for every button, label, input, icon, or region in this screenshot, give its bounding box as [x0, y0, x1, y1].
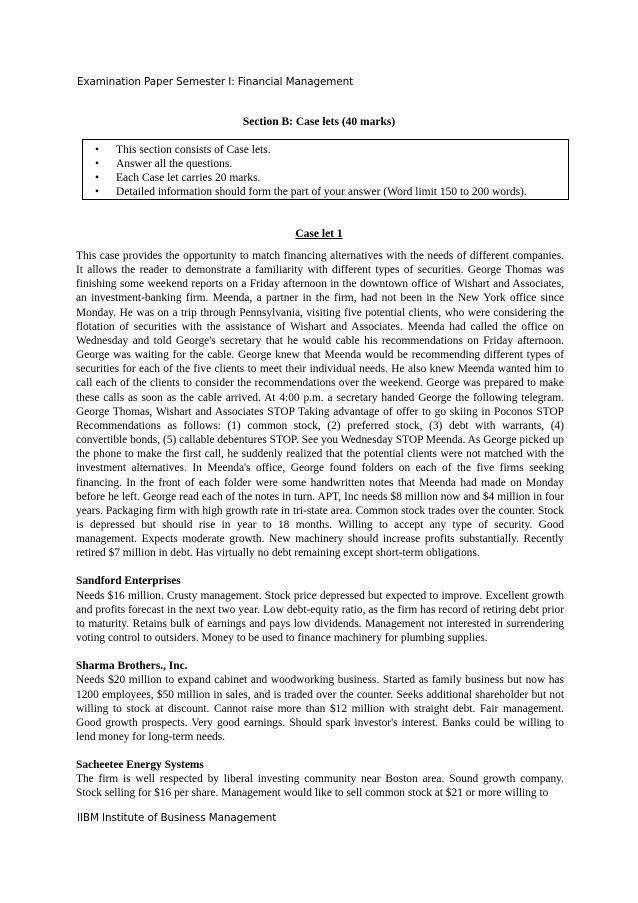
firm-description: The firm is well respected by liberal investing community near Boston area. Sound growth company. Stock selling for $16 per share. Management would like to sell common stock at $21 or more willing to	[76, 773, 564, 800]
case-body	[76, 249, 564, 815]
instruction-item: • Answer all the questions.	[95, 158, 233, 170]
instruction-item: • This section consists of Case lets.	[95, 144, 271, 156]
page-header: Examination Paper Semester I: Financial Management	[77, 76, 354, 88]
firm-section	[76, 574, 564, 645]
section-title: Section B: Case lets (40 marks)	[242, 116, 396, 128]
bullet-icon: •	[95, 186, 100, 198]
page-footer: IIBM Institute of Business Management	[77, 812, 277, 824]
firm-section	[76, 758, 564, 800]
instructions-box	[82, 139, 569, 200]
bullet-icon: •	[95, 172, 100, 184]
firm-description: Needs $16 million. Crusty management. Stock price depressed but expected to improve. Excellent growth and profits forecast in the next two year. Low debt-equity ratio, as the firm has record of retiring debt prior to maturity. Retains bulk of earnings and pays low dividends. Management not interested in surrendering voting control to outsiders. Money to be used to finance machinery for plumbing supplies.	[76, 589, 564, 645]
firm-section	[76, 659, 564, 744]
instruction-item: • Each Case let carries 20 marks.	[95, 172, 261, 184]
bullet-icon: •	[95, 158, 100, 170]
bullet-icon: •	[95, 144, 100, 156]
case-intro-paragraph: This case provides the opportunity to match financing alternatives with the needs of different companies. It allows the reader to demonstrate a familiarity with different types of securities. George Thomas was finishing some weekend reports on a Friday afternoon in the downtown office of Wishart and Associates, an investment-banking firm. Meenda, a partner in the firm, had not been in the New York office since Monday. He was on a trip through Pennsylvania, visiting five potential clients, who were considering the flotation of securities with the assistance of Wishart and Associates. Meenda had called the office on Wednesday and told George's secretary that he would cable his recommendations on Friday afternoon. George was waiting for the cable. George knew that Meenda would be recommending different types of securities for each of the five clients to meet their individual needs. He also knew Meenda wanted him to call each of the clients to consider the recommendations over the weekend. George was prepared to make these calls as soon as the cable arrived. At 4:00 p.m. a secretary handed George the following telegram. George Thomas, Wishart and Associates STOP Taking advantage of offer to go skiing in Poconos STOP Recommendations as follows: (1) common stock, (2) preferred stock, (3) debt with warrants, (4) convertible bonds, (5) callable debentures STOP. See you Wednesday STOP Meenda. As George picked up the phone to make the first call, he suddenly realized that the potential clients were not matched with the investment alternatives. In Meenda's office, George found folders on each of the five firms seeking financing. In the front of each folder were some handwritten notes that Meenda had made on Monday before he left. George read each of the notes in turn. APT, Inc needs $8 million now and $4 million in four years. Packaging firm with high growth rate in tri-state area. Common stock trades over the counter. Stock is depressed but should rise in year to 18 months. Willing to accept any type of security. Good management. Expects moderate growth. New machinery should increase profits substantially. Recently retired $7 million in debt. Has virtually no debt remaining except short-term obligations.	[76, 250, 564, 560]
instruction-item: • Detailed information should form the part of your answer (Word limit 150 to 200 words).	[95, 186, 527, 198]
firm-name: Sacheetee Energy Systems	[76, 759, 204, 772]
instructions-list	[83, 143, 568, 199]
firm-name: Sandford Enterprises	[76, 575, 181, 588]
firm-name: Sharma Brothers., Inc.	[76, 660, 188, 673]
case-title: Case let 1	[295, 228, 343, 240]
firm-description: Needs $20 million to expand cabinet and woodworking business. Started as family business but now has 1200 employees, $50 million in sales, and is traded over the counter. Seeks additional shareholder but not willing to stock at discount. Cannot raise more than $12 million with straight debt. Fair management. Good growth prospects. Very good earnings. Should spark investor's interest. Banks could be willing to lend money for long-term needs.	[76, 674, 564, 743]
